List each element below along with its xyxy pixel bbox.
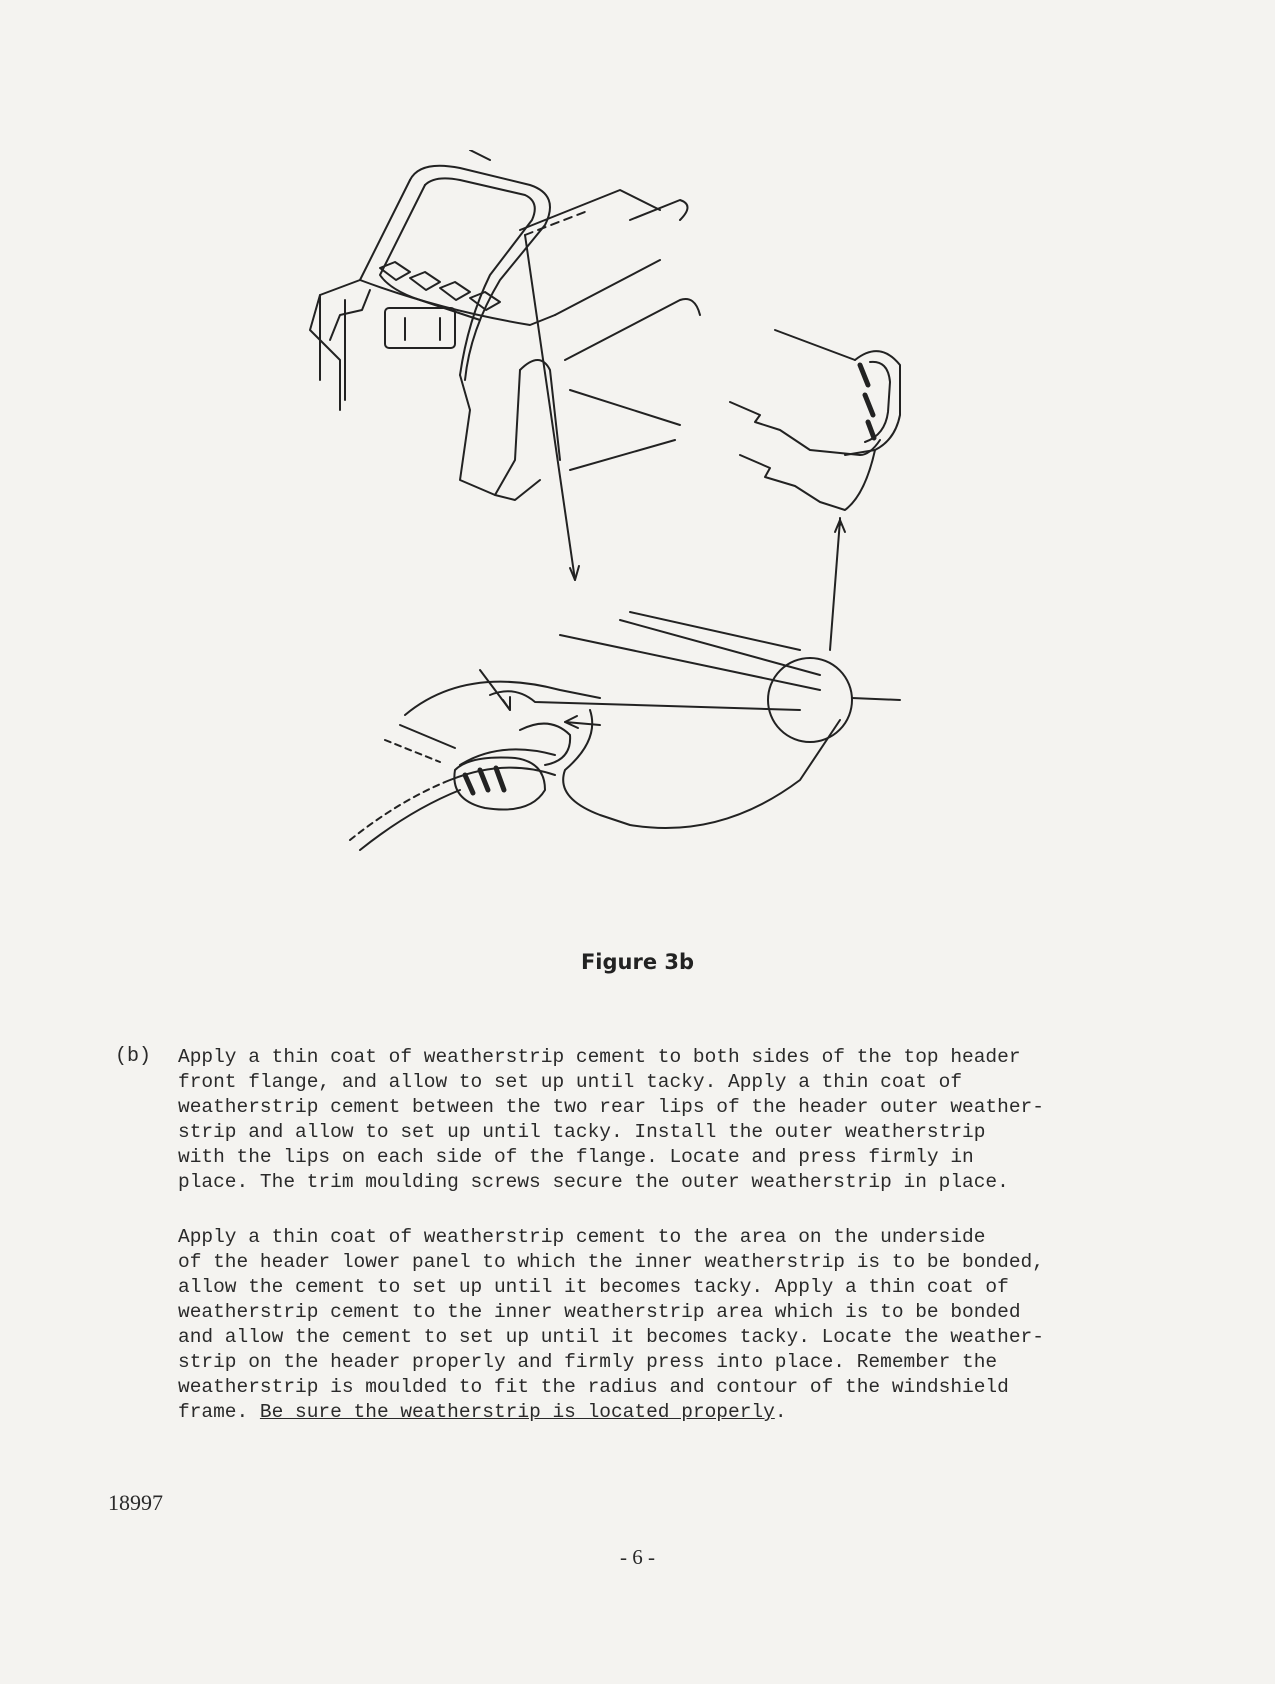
paragraph-2	[178, 1225, 1128, 1425]
underlined-note: Be sure the weatherstrip is located properly	[259, 1401, 775, 1423]
paragraph-marker: (b)	[115, 1045, 152, 1068]
car-body-drawing	[310, 150, 700, 580]
header-detail-drawing	[350, 612, 900, 850]
figure-caption: Figure 3b	[580, 950, 695, 974]
paragraph-b-text: Apply a thin coat of weatherstrip cement to both sides of the top header front flange, and allow to set up until tacky. Apply a thin coat of weatherstrip cement between the two rear lips of the header outer weather- strip and allow to set up until tacky. Install the outer weatherstrip with the lips on each side of the flange. Locate and press firmly in place. The trim moulding screws secure the outer weatherstrip in place.	[178, 1046, 1044, 1193]
weatherstrip-detail-drawing	[730, 330, 900, 650]
document-number: 18997	[108, 1490, 163, 1515]
paragraph-2-end: .	[774, 1401, 787, 1423]
figure-3b-illustration	[300, 150, 980, 940]
paragraph-2-text: Apply a thin coat of weatherstrip cement to the area on the underside of the header lower panel to which the inner weatherstrip is to be bonded, allow the cement to set up until it becomes tacky. Apply a thin coat of weatherstrip cement to the inner weatherstrip area which is to be bonded and allow the cement to set up until it becomes tacky. Locate the weather- strip on the header properly and firmly press into place. Remember the weatherstrip is moulded to fit the radius and contour of the windshield frame.	[178, 1226, 1044, 1423]
page-number: - 6 -	[620, 1545, 655, 1569]
